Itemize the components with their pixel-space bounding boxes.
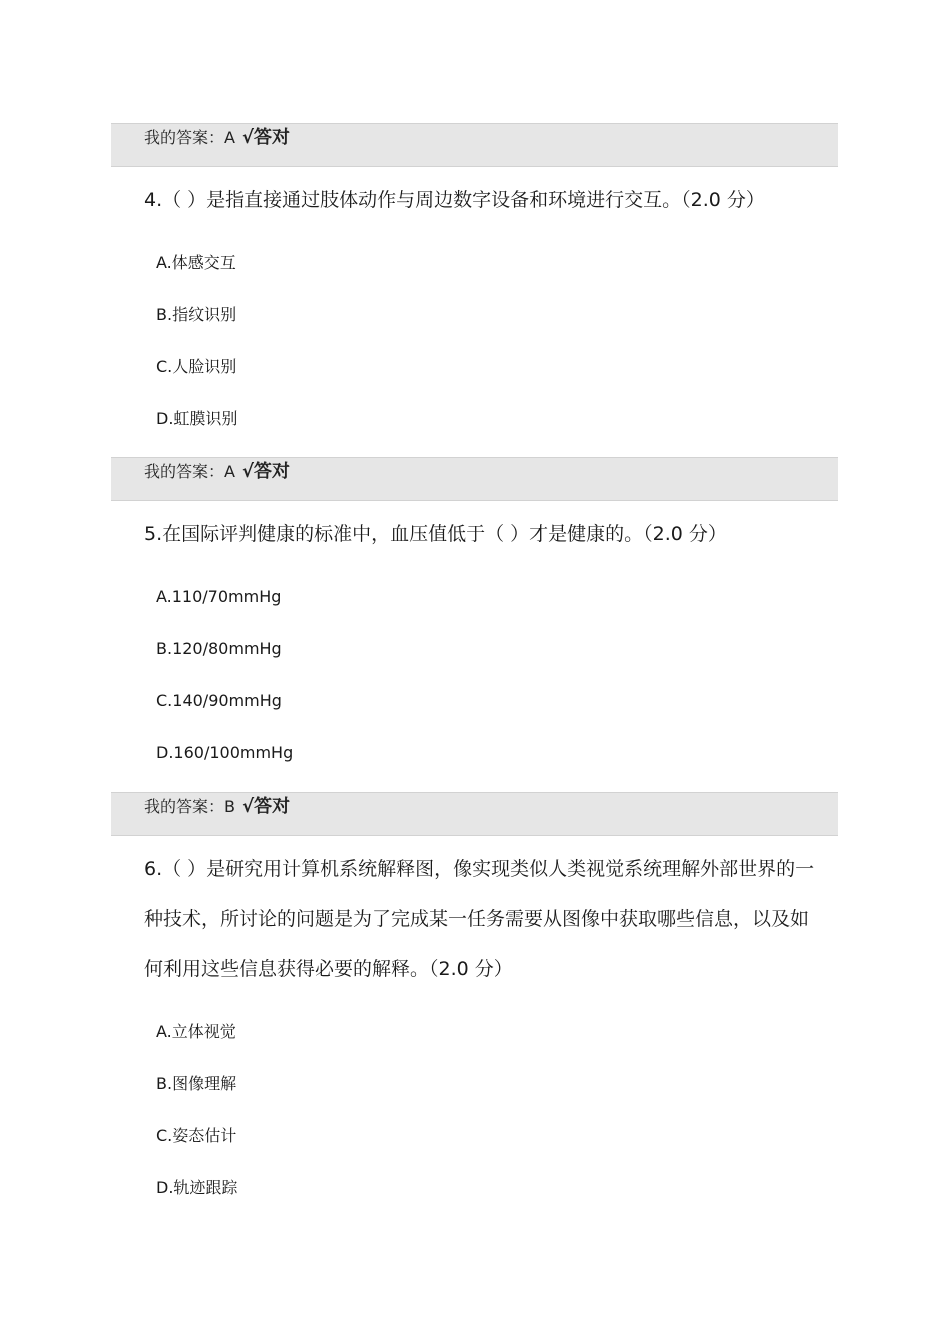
my-answer: [144, 461, 290, 483]
my-answer-label: 我的答案：A: [144, 462, 241, 481]
question-6-option-a[interactable]: A.立体视觉: [156, 1022, 236, 1041]
answer-bar: [111, 792, 838, 836]
question-5-text: 5.在国际评判健康的标准中，血压值低于（ ）才是健康的。（2.0 分）: [144, 523, 727, 545]
question-5-option-b[interactable]: B.120/80mmHg: [156, 639, 282, 658]
answer-correct-mark: √答对: [242, 796, 291, 817]
my-answer: [144, 127, 290, 149]
answer-bar: [111, 123, 838, 167]
question-6-text: 6.（ ）是研究用计算机系统解释图，像实现类似人类视觉系统理解外部世界的一种技术，所讨论的问题是为了完成某一任务需要从图像中获取哪些信息，以及如何利用这些信息获得必要的解释。（2.0 分）: [144, 858, 815, 980]
question-5-option-a[interactable]: A.110/70mmHg: [156, 587, 282, 606]
question-4-option-d[interactable]: D.虹膜识别: [156, 409, 238, 428]
question-4-option-c[interactable]: C.人脸识别: [156, 357, 237, 376]
question-4-option-b[interactable]: B.指纹识别: [156, 305, 237, 324]
my-answer-label: 我的答案：B: [144, 797, 241, 816]
question-4-text: 4.（ ）是指直接通过肢体动作与周边数字设备和环境进行交互。（2.0 分）: [144, 189, 765, 211]
question-6-option-b[interactable]: B.图像理解: [156, 1074, 237, 1093]
question-5-option-c[interactable]: C.140/90mmHg: [156, 691, 282, 710]
answer-correct-mark: √答对: [242, 127, 291, 148]
my-answer: [144, 796, 290, 818]
question-4-option-a[interactable]: A.体感交互: [156, 253, 236, 272]
answer-correct-mark: √答对: [242, 461, 291, 482]
question-5-option-d[interactable]: D.160/100mmHg: [156, 743, 294, 762]
answer-bar: [111, 457, 838, 501]
question-6-option-c[interactable]: C.姿态估计: [156, 1126, 237, 1145]
my-answer-label: 我的答案：A: [144, 128, 241, 147]
question-6-option-d[interactable]: D.轨迹跟踪: [156, 1178, 238, 1197]
